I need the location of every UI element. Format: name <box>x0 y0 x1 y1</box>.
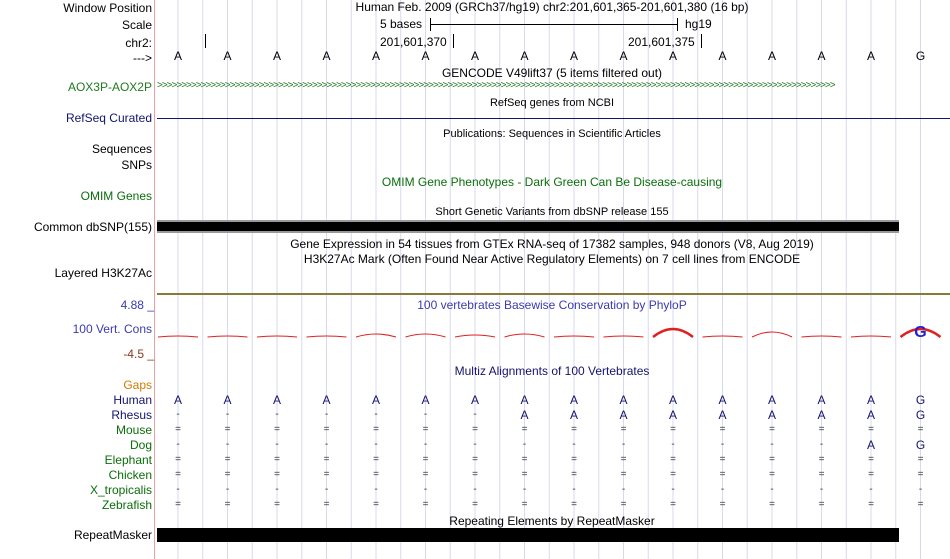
alignment-cell: = <box>274 499 280 510</box>
alignment-cell: = <box>373 499 379 510</box>
alignment-cell: = <box>323 454 330 465</box>
alignment-cell: - <box>176 484 180 495</box>
refseq-track-label[interactable]: RefSeq Curated <box>65 111 152 125</box>
alignment-cell: = <box>769 499 775 510</box>
alignment-cell: = <box>224 454 231 465</box>
alignment-cell: A <box>272 393 282 407</box>
sequence-base: A <box>767 49 777 63</box>
alignment-cell: - <box>671 484 675 495</box>
alignment-cell: G <box>915 408 926 422</box>
alignment-cell: A <box>421 393 430 407</box>
alignment-cell: = <box>620 454 627 465</box>
alignment-cell: - <box>819 484 824 495</box>
alignment-cell: A <box>718 408 727 422</box>
alignment-cell: A <box>619 393 628 407</box>
alignment-cell: - <box>324 409 329 420</box>
alignment-cell: = <box>323 469 330 480</box>
alignment-cell: = <box>769 424 775 435</box>
coord-tick-1 <box>453 34 454 48</box>
alignment-cell: - <box>869 484 873 495</box>
alignment-cell: - <box>324 439 329 450</box>
alignment-cell: = <box>472 454 478 465</box>
alignment-cell: - <box>225 439 230 450</box>
sequence-base: A <box>272 49 282 63</box>
alignment-cell: A <box>668 408 678 422</box>
alignment-cell: - <box>918 484 923 495</box>
alignment-cell: = <box>917 469 924 480</box>
alignment-cell: G <box>915 393 926 407</box>
alignment-cell: = <box>521 499 528 510</box>
alignment-cell: - <box>176 439 180 450</box>
sequence-base: A <box>718 49 727 63</box>
scale-label: Scale <box>121 18 152 32</box>
sequence-base: A <box>817 49 826 63</box>
alignment-cell: - <box>275 439 279 450</box>
sequence-base: A <box>520 49 529 63</box>
gencode-gene-feature[interactable]: >>>>>>>>>>>>>>>>>>>>>>>>>>>>>>>>>>>>>>>>>>>>>>>>>>>>>>>>>>>>>>>>>>>>>>>>>>>>>>>>>>>>>>>>>>>>>>>>>>>>>>>>>>>>>>>>>>>>>>>>>>>>>>>>>>>>>>>>>>>> <box>157 80 835 91</box>
dbsnp-track-label[interactable]: Common dbSNP(155) <box>33 220 152 234</box>
alignment-cell: - <box>720 439 725 450</box>
alignment-cell: A <box>520 393 529 407</box>
alignment-cell: A <box>668 393 678 407</box>
alignment-cell: - <box>572 439 576 450</box>
phylop-track-title[interactable]: 100 vertebrates Basewise Conservation by PhyloP <box>417 298 687 312</box>
species-label[interactable]: Mouse <box>115 423 152 437</box>
alignment-cell: - <box>423 484 428 495</box>
species-label[interactable]: Dog <box>129 438 152 452</box>
alignment-cell: A <box>322 393 331 407</box>
alignment-cell: = <box>571 499 577 510</box>
alignment-cell: = <box>620 424 627 435</box>
scale-assembly: hg19 <box>685 17 712 31</box>
alignment-cell: - <box>275 484 279 495</box>
alignment-cell: - <box>374 484 378 495</box>
alignment-cell: = <box>818 424 825 435</box>
refseq-gene-line[interactable] <box>157 118 950 119</box>
alignment-cell: = <box>868 499 874 510</box>
alignment-cell: = <box>323 499 330 510</box>
alignment-cell: = <box>373 454 379 465</box>
alignment-cell: = <box>274 469 280 480</box>
publications-track-title[interactable]: Publications: Sequences in Scientific Articles <box>443 128 661 140</box>
alignment-cell: = <box>175 469 181 480</box>
alignment-cell: = <box>719 499 726 510</box>
gencode-track-label[interactable]: AOX3P-AOX2P <box>67 80 152 94</box>
alignment-cell: A <box>569 393 579 407</box>
species-label[interactable]: Human <box>113 393 152 407</box>
sequences-track-label[interactable]: Sequences <box>91 142 152 156</box>
alignment-cell: = <box>274 454 280 465</box>
alignment-cell: - <box>324 484 329 495</box>
alignment-cell: = <box>422 469 429 480</box>
alignment-cell: = <box>521 454 528 465</box>
coord-tick-0 <box>205 34 206 48</box>
alignment-cell: = <box>818 469 825 480</box>
alignment-cell: = <box>670 499 676 510</box>
alignment-cell: = <box>224 424 231 435</box>
refseq-track-title[interactable]: RefSeq genes from NCBI <box>489 97 615 109</box>
alignment-cell: = <box>571 424 577 435</box>
alignment-cell: = <box>620 499 627 510</box>
sequence-base: G <box>915 49 926 63</box>
label-divider <box>154 0 155 559</box>
sequence-base: A <box>569 49 579 63</box>
alignment-cell: A <box>866 438 876 452</box>
alignment-cell: = <box>521 424 528 435</box>
sequence-base: A <box>173 49 183 63</box>
alignment-cell: - <box>522 484 527 495</box>
alignment-cell: = <box>274 424 280 435</box>
window-position-value: Human Feb. 2009 (GRCh37/hg19) chr2:201,601,365-201,601,380 (16 bp) <box>355 0 749 14</box>
alignment-cell: = <box>373 424 379 435</box>
sequence-base: A <box>470 49 480 63</box>
alignment-cell: - <box>720 484 725 495</box>
alignment-cell: = <box>868 454 874 465</box>
snps-track-label[interactable]: SNPs <box>121 158 152 172</box>
omim-track-label[interactable]: OMIM Genes <box>80 189 152 203</box>
alignment-cell: A <box>520 408 529 422</box>
alignment-cell: = <box>571 454 577 465</box>
sequence-base: A <box>866 49 876 63</box>
dbsnp-variant-bar[interactable] <box>157 220 899 233</box>
alignment-cell: - <box>621 484 626 495</box>
alignment-cell: - <box>621 439 626 450</box>
alignment-cell: - <box>176 409 180 420</box>
alignment-cell: A <box>619 408 628 422</box>
alignment-cell: = <box>323 424 330 435</box>
omim-track-title[interactable]: OMIM Gene Phenotypes - Dark Green Can Be Disease-causing <box>381 175 723 189</box>
alignment-cell: = <box>620 469 627 480</box>
alignment-cell: - <box>473 409 477 420</box>
gtex-track-title[interactable]: Gene Expression in 54 tissues from GTEx RNA-seq of 17382 samples, 948 donors (V8, Aug 2019) <box>290 237 814 251</box>
alignment-cell: = <box>472 424 478 435</box>
h3k27ac-track-title[interactable]: H3K27Ac Mark (Often Found Near Active Regulatory Elements) on 7 cell lines from ENCODE <box>303 252 801 266</box>
phylop-axis-min: -4.5 _ <box>123 347 154 361</box>
sequence-base: A <box>371 49 381 63</box>
alignment-cell: = <box>224 469 231 480</box>
alignment-cell: = <box>818 454 825 465</box>
alignment-cell: - <box>819 439 824 450</box>
coord-tick-2 <box>701 34 702 48</box>
alignment-cell: - <box>374 409 378 420</box>
rmsk-track-title[interactable]: Repeating Elements by RepeatMasker <box>449 514 655 528</box>
gaps-label: Gaps <box>123 378 152 392</box>
alignment-cell: - <box>522 439 527 450</box>
alignment-cell: A <box>817 408 826 422</box>
alignment-cell: - <box>770 484 774 495</box>
alignment-cell: - <box>275 409 279 420</box>
sequence-base: A <box>668 49 678 63</box>
alignment-cell: = <box>521 469 528 480</box>
coord-2: 201,601,375 <box>628 35 695 49</box>
chrom-label: chr2: <box>125 36 152 50</box>
alignment-cell: - <box>374 439 378 450</box>
phylop-track-label[interactable]: 100 Vert. Cons <box>72 322 152 336</box>
alignment-cell: = <box>175 499 181 510</box>
species-label[interactable]: Rhesus <box>111 408 152 422</box>
alignment-cell: = <box>719 424 726 435</box>
h3k27ac-track-label[interactable]: Layered H3K27Ac <box>54 266 152 280</box>
alignment-cell: = <box>670 469 676 480</box>
alignment-cell: = <box>422 454 429 465</box>
dbsnp-track-title[interactable]: Short Genetic Variants from dbSNP release 155 <box>435 206 669 218</box>
alignment-cell: A <box>718 393 727 407</box>
alignment-cell: - <box>225 484 230 495</box>
alignment-cell: = <box>769 469 775 480</box>
alignment-cell: A <box>866 393 876 407</box>
scale-bar-tick-right <box>677 18 678 31</box>
alignment-cell: = <box>175 454 181 465</box>
scale-bar-tick-left <box>430 18 431 31</box>
phylop-base-glyph: G <box>914 324 927 341</box>
sequence-base: A <box>619 49 628 63</box>
window-position-label: Window Position <box>63 1 152 15</box>
alignment-cell: G <box>915 438 926 452</box>
alignment-cell: - <box>770 439 774 450</box>
h3k27ac-signal-line[interactable] <box>157 293 950 295</box>
alignment-cell: = <box>670 424 676 435</box>
alignment-cell: = <box>917 424 924 435</box>
alignment-cell: A <box>173 393 183 407</box>
alignment-cell: A <box>866 408 876 422</box>
alignment-cell: - <box>473 484 477 495</box>
alignment-cell: = <box>719 469 726 480</box>
alignment-cell: = <box>472 469 478 480</box>
alignment-cell: A <box>470 393 480 407</box>
alignment-cell: = <box>422 499 429 510</box>
alignment-cell: - <box>473 439 477 450</box>
sequence-base: A <box>223 49 232 63</box>
alignment-cell: = <box>373 469 379 480</box>
sequence-base: A <box>421 49 430 63</box>
species-label[interactable]: Elephant <box>104 453 152 467</box>
gencode-track-title[interactable]: GENCODE V49lift37 (5 items filtered out) <box>441 66 663 80</box>
rmsk-track-label[interactable]: RepeatMasker <box>73 528 152 542</box>
species-label[interactable]: Chicken <box>108 468 152 482</box>
alignment-cell: A <box>569 408 579 422</box>
scale-bar <box>430 24 677 25</box>
sequence-base: A <box>322 49 331 63</box>
alignment-cell: = <box>917 454 924 465</box>
alignment-cell: - <box>423 439 428 450</box>
alignment-cell: A <box>223 393 232 407</box>
alignment-cell: = <box>472 499 478 510</box>
alignment-cell: = <box>175 424 181 435</box>
alignment-cell: = <box>224 499 231 510</box>
alignment-cell: = <box>868 469 874 480</box>
rmsk-repeat-bar[interactable] <box>157 528 899 542</box>
alignment-cell: = <box>769 454 775 465</box>
species-label[interactable]: Zebrafish <box>101 498 152 512</box>
alignment-cell: A <box>371 393 381 407</box>
alignment-cell: = <box>917 499 924 510</box>
alignment-cell: - <box>225 409 230 420</box>
alignment-cell: = <box>868 424 874 435</box>
alignment-cell: = <box>422 424 429 435</box>
alignment-cell: A <box>767 393 777 407</box>
alignment-cell: = <box>719 454 726 465</box>
alignment-cell: = <box>670 454 676 465</box>
coord-1: 201,601,370 <box>380 35 447 49</box>
scale-text: 5 bases <box>380 17 423 31</box>
phylop-axis-max: 4.88 _ <box>120 298 154 312</box>
alignment-cell: - <box>423 409 428 420</box>
alignment-cell: A <box>817 393 826 407</box>
alignment-cell: = <box>818 499 825 510</box>
alignment-cell: - <box>671 439 675 450</box>
species-label[interactable]: X_tropicalis <box>89 483 152 497</box>
alignment-cell: - <box>572 484 576 495</box>
multiz-track-title[interactable]: Multiz Alignments of 100 Vertebrates <box>454 364 650 378</box>
alignment-cell: = <box>571 469 577 480</box>
alignment-cell: A <box>767 408 777 422</box>
strand-arrow-label: ---> <box>133 51 152 65</box>
